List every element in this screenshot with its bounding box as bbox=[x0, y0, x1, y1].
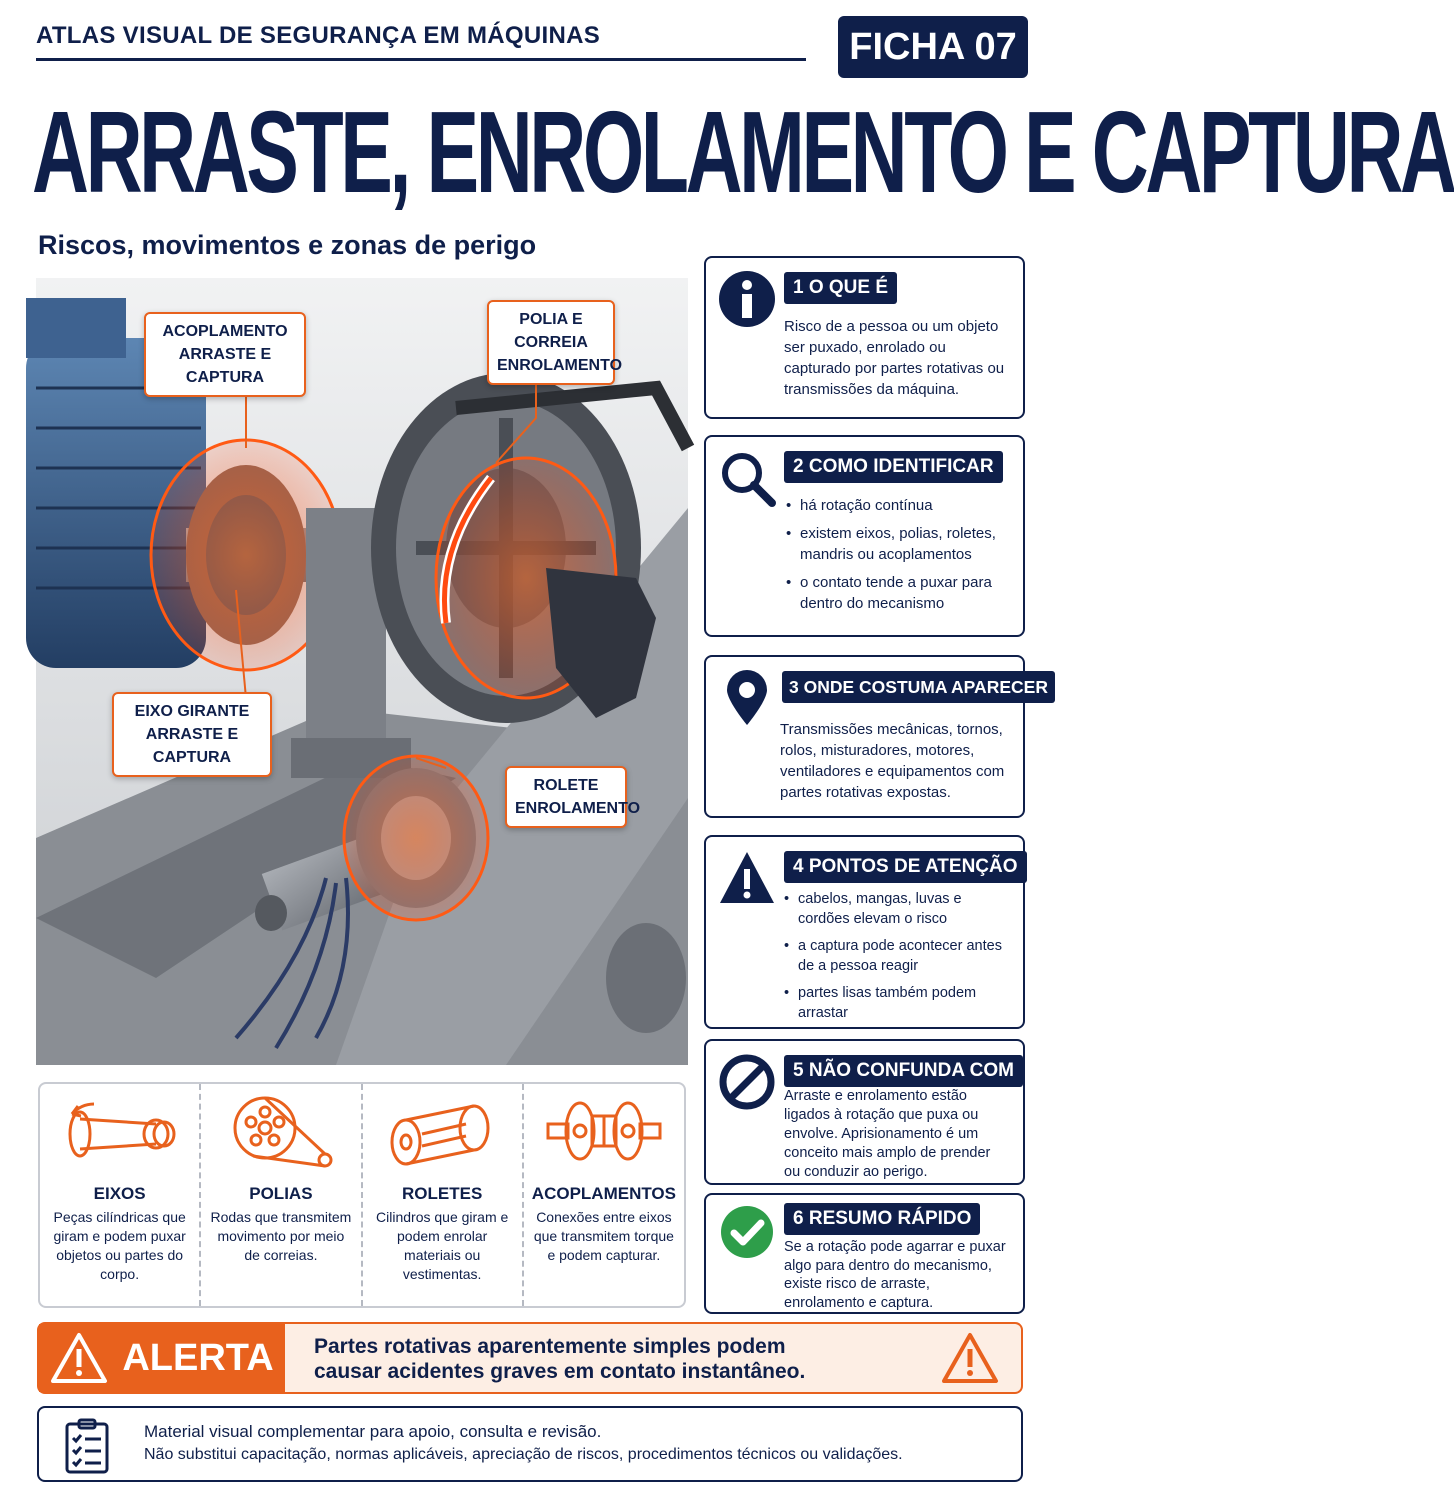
warning-icon bbox=[718, 849, 776, 907]
card-what-is-text: Risco de a pessoa ou um objeto ser puxado, enrolado ou capturado por partes rotativas ou transmissões da máquina. bbox=[784, 318, 1005, 398]
list-item: • há rotação contínua bbox=[786, 495, 1009, 516]
card-attention-heading: 4 PONTOS DE ATENÇÃO bbox=[784, 851, 1027, 883]
component-pulleys-label: POLIAS bbox=[249, 1184, 313, 1203]
card-quick-summary-text: Se a rotação pode agarrar e puxar algo para dentro do mecanismo, existe risco de arraste, enrolamento e captura. bbox=[784, 1239, 1006, 1311]
component-couplings-desc: Conexões entre eixos que transmitem torque e podem capturar. bbox=[533, 1209, 674, 1263]
component-couplings bbox=[522, 1084, 684, 1306]
alert-label: ALERTA bbox=[122, 1336, 274, 1379]
card-how-identify-heading: 2 COMO IDENTIFICAR bbox=[784, 451, 1003, 483]
components-strip bbox=[38, 1082, 686, 1308]
alert-text bbox=[314, 1334, 874, 1384]
card-quick-summary-heading: 6 RESUMO RÁPIDO bbox=[784, 1203, 980, 1235]
card-do-not-confuse-text: Arraste e enrolamento estão ligados à rotação que puxa ou envolve. Aprisionamento é um conceito mais amplo de prender ou conduzir ao perigo. bbox=[784, 1088, 991, 1180]
warning-icon bbox=[50, 1332, 108, 1384]
magnifier-icon bbox=[718, 449, 776, 507]
callout-pulley-line1: POLIA E CORREIA bbox=[514, 311, 588, 351]
card-quick-summary bbox=[704, 1193, 1025, 1314]
machinery-illustration bbox=[36, 278, 688, 1065]
checklist-icon bbox=[63, 1418, 111, 1474]
callout-roller bbox=[505, 766, 641, 828]
pulley-icon bbox=[221, 1094, 341, 1174]
roller-icon bbox=[382, 1094, 502, 1174]
component-couplings-label: ACOPLAMENTOS bbox=[531, 1184, 676, 1203]
list-item: • cabelos, mangas, luvas e cordões elevam o risco bbox=[784, 889, 1009, 929]
component-pulleys-desc: Rodas que transmitem movimento por meio de correias. bbox=[210, 1209, 352, 1263]
card-how-identify bbox=[704, 435, 1025, 637]
roller-danger-zone bbox=[344, 756, 488, 920]
footer-note bbox=[37, 1406, 1023, 1482]
callout-coupling-line2: ARRASTE E CAPTURA bbox=[178, 346, 272, 386]
warning-icon bbox=[941, 1332, 999, 1384]
card-where-appears bbox=[704, 655, 1048, 818]
card-do-not-confuse-heading: 5 NÃO CONFUNDA COM bbox=[784, 1055, 1023, 1087]
alert-text-line2: causar acidentes graves em contato instantâneo. bbox=[314, 1360, 806, 1383]
callout-shaft bbox=[112, 692, 272, 777]
footer-line1: Material visual complementar para apoio, consulta e revisão. bbox=[144, 1422, 602, 1441]
callout-pulley bbox=[487, 300, 623, 385]
card-do-not-confuse bbox=[704, 1039, 1025, 1185]
component-shafts-label: EIXOS bbox=[93, 1184, 146, 1203]
page-subtitle: Riscos, movimentos e zonas de perigo bbox=[38, 230, 537, 260]
callout-shaft-line1: EIXO GIRANTE bbox=[134, 703, 250, 720]
card-attention-list bbox=[784, 889, 1009, 1030]
list-item: • partes lisas também podem arrastar bbox=[784, 983, 1009, 1023]
card-what-is-heading: 1 O QUE É bbox=[784, 272, 897, 304]
location-pin-icon bbox=[718, 669, 776, 727]
component-shafts bbox=[40, 1084, 199, 1306]
machine-drawing bbox=[36, 278, 688, 1065]
component-shafts-desc: Peças cilíndricas que giram e podem puxar objetos ou partes do corpo. bbox=[53, 1209, 186, 1282]
coupling-icon bbox=[544, 1094, 664, 1174]
card-what-is bbox=[704, 256, 1025, 419]
callout-roller-line2: ENROLAMENTO bbox=[515, 800, 641, 817]
callout-roller-line1: ROLETE bbox=[533, 777, 599, 794]
sheet-badge: FICHA 07 bbox=[838, 16, 1028, 78]
list-item: • existem eixos, polias, roletes, mandris ou acoplamentos bbox=[786, 523, 1009, 565]
callout-coupling-line1: ACOPLAMENTO bbox=[162, 323, 288, 340]
header-rule bbox=[36, 58, 806, 61]
alert-text-line1: Partes rotativas aparentemente simples podem bbox=[314, 1335, 786, 1358]
shaft-icon bbox=[60, 1094, 180, 1174]
series-title: ATLAS VISUAL DE SEGURANÇA EM MÁQUINAS bbox=[36, 22, 601, 49]
alert-label-block bbox=[39, 1324, 285, 1392]
card-where-appears-text: Transmissões mecânicas, tornos, rolos, misturadores, motores, ventiladores e equipamentos com partes rotativas expostas. bbox=[780, 721, 1005, 801]
card-where-appears-heading: 3 ONDE COSTUMA APARECER bbox=[782, 671, 1055, 703]
card-how-identify-list bbox=[786, 495, 1009, 621]
footer-line2: Não substitui capacitação, normas aplicáveis, apreciação de riscos, procedimentos técnicos ou validações. bbox=[144, 1446, 903, 1463]
component-rollers-desc: Cilindros que giram e podem enrolar materiais ou vestimentas. bbox=[376, 1209, 509, 1282]
check-icon bbox=[718, 1203, 776, 1261]
component-rollers-label: ROLETES bbox=[402, 1184, 483, 1203]
card-attention-points bbox=[704, 835, 1025, 1029]
page-title: ARRASTE, ENROLAMENTO E CAPTURA bbox=[32, 87, 1454, 217]
info-icon bbox=[718, 270, 776, 328]
callout-shaft-line2: ARRASTE E CAPTURA bbox=[145, 726, 239, 766]
callout-coupling bbox=[144, 312, 306, 397]
list-item: • a captura pode acontecer antes de a pessoa reagir bbox=[784, 936, 1009, 976]
component-rollers bbox=[361, 1084, 522, 1306]
prohibited-icon bbox=[718, 1053, 776, 1111]
alert-banner bbox=[37, 1322, 1023, 1394]
component-pulleys bbox=[199, 1084, 360, 1306]
list-item: • o contato tende a puxar para dentro do mecanismo bbox=[786, 572, 1009, 614]
callout-pulley-line2: ENROLAMENTO bbox=[497, 357, 623, 374]
